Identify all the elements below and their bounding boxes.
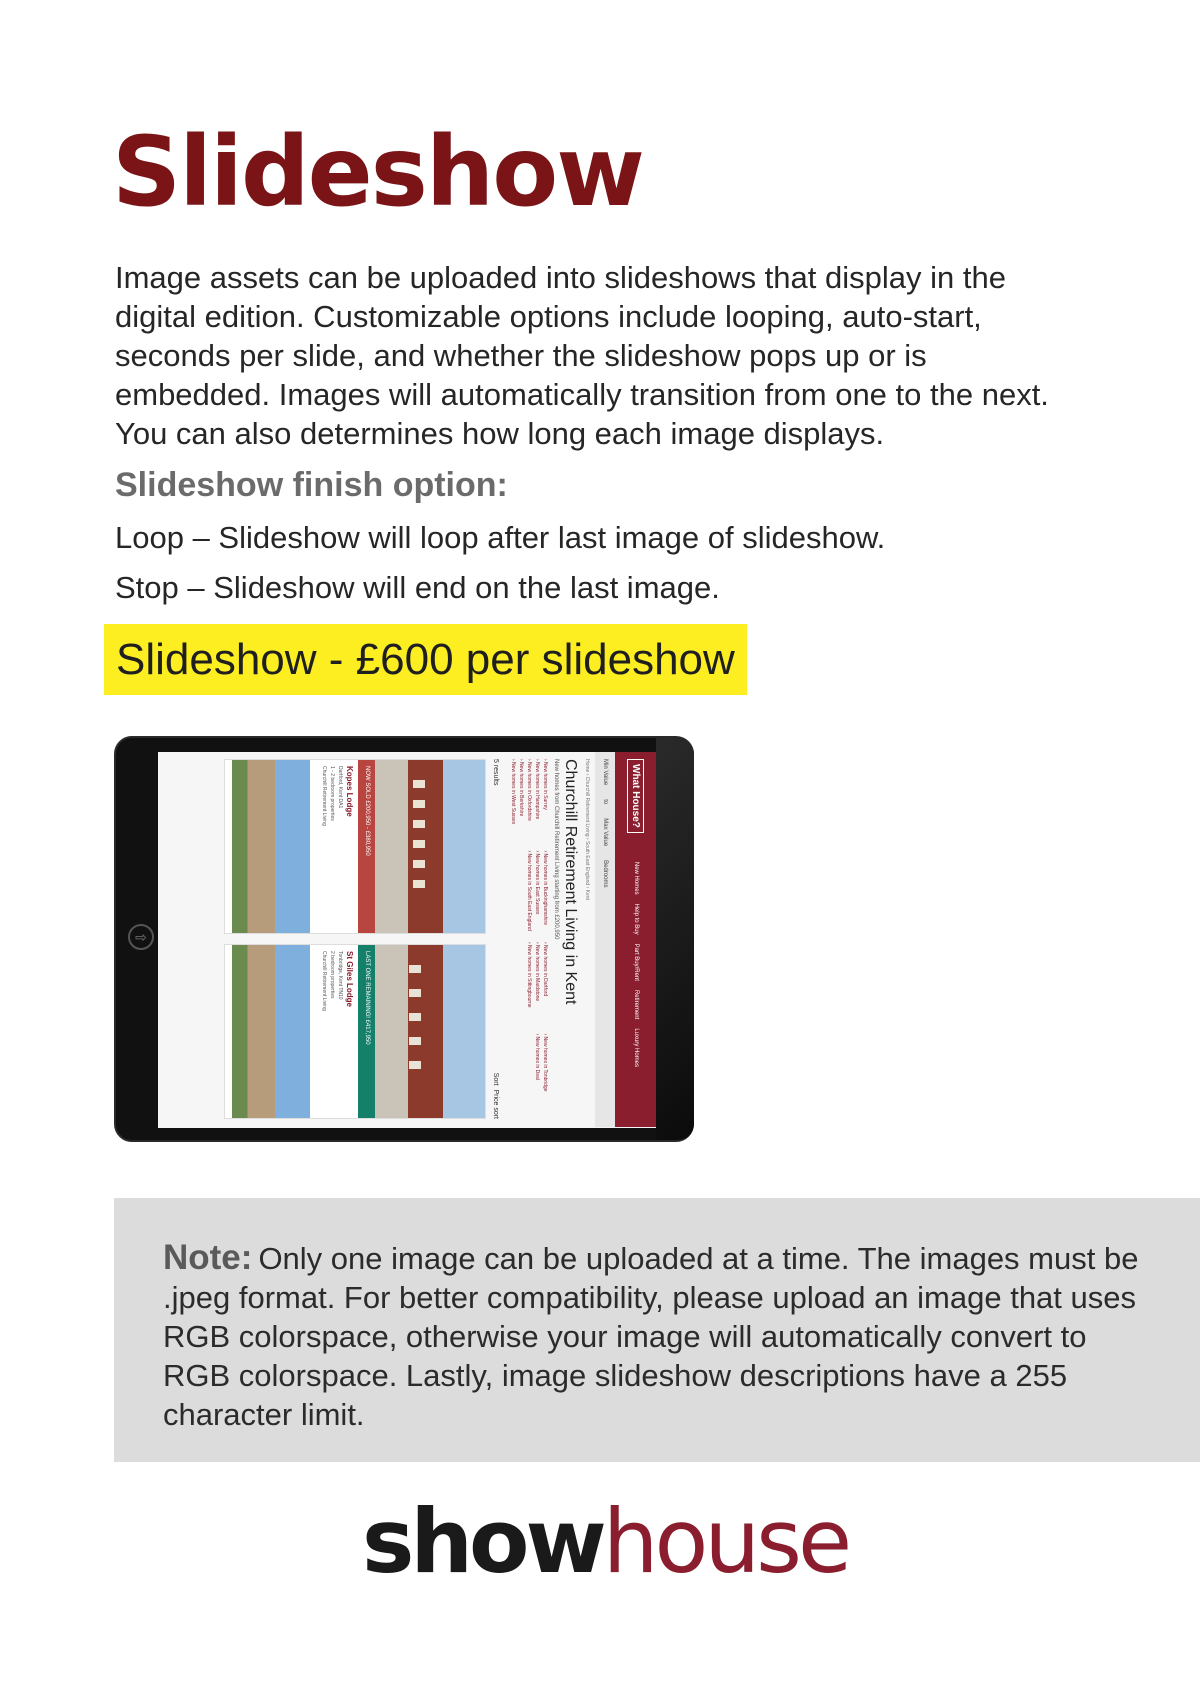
logo-part-show: show <box>362 1490 603 1593</box>
site-page-title: Churchill Retirement Living in Kent <box>562 759 579 1005</box>
area-link: › New homes in Buckinghamshire <box>542 850 548 925</box>
nav-item: Retirement <box>633 989 639 1020</box>
nav-item: New Homes <box>633 861 639 895</box>
development-info: Churchill Retirement Living <box>321 951 327 1011</box>
breadcrumb: Home › Churchill Retirement Living › South East England › Kent <box>584 759 590 900</box>
home-button-icon: ⇨ <box>128 924 154 950</box>
site-page-subtitle: New homes from Churchill Retirement Living starting from £200,950 <box>553 759 559 940</box>
development-info: 2 bedroom properties <box>329 951 335 999</box>
link-column <box>509 1034 549 1120</box>
area-link: › New homes in Tonbridge <box>542 1033 548 1092</box>
price-tag: NOW SOLD £200,950 - £380,950 <box>358 760 375 933</box>
development-card <box>224 944 486 1119</box>
area-link: › New homes in West Sussex <box>510 759 516 825</box>
development-name: Kopes Lodge <box>345 766 354 817</box>
min-value-filter: Min Value <box>602 759 608 786</box>
intro-paragraph: Image assets can be uploaded into slideshows that display in the digital edition. Customizable options include looping, auto-start, seconds per slide, and whether the slideshow pops up or is embedded. Images will automatically transition from one to the next. You can also determines how long each image displays. <box>115 260 1049 451</box>
note-box <box>114 1198 1200 1462</box>
bedrooms-filter: Bedrooms <box>602 860 608 888</box>
finish-option-heading: Slideshow finish option: <box>115 466 508 504</box>
tablet-mockup <box>114 736 694 1142</box>
loop-option-text: Loop – Slideshow will loop after last image of slideshow. <box>115 520 886 555</box>
development-photo <box>232 945 310 1118</box>
sort-select: Price sort <box>492 1089 499 1119</box>
area-link: › New homes in Hampshire <box>534 759 540 820</box>
note-text: Only one image can be uploaded at a time. The images must be .jpeg format. For better compatibility, please upload an image that uses RGB colorspace, otherwise your image will automatically convert to RGB colorspace. Lastly, image slideshow descriptions have a 255 character limit. <box>163 1241 1139 1432</box>
link-column <box>509 942 549 1028</box>
development-info: Tonbridge, Kent TN10 <box>337 951 343 1000</box>
results-sort-bar <box>486 752 503 1127</box>
filter-bar <box>595 752 615 1127</box>
development-name: St Giles Lodge <box>345 951 354 1008</box>
note-label: Note: <box>163 1238 253 1277</box>
area-link: › New homes in South East England <box>526 850 532 931</box>
area-link: › New homes in Surrey <box>542 759 548 810</box>
sort-label: Sort <box>492 1072 499 1086</box>
area-link: › New homes in East Sussex <box>534 850 540 915</box>
area-link: › New homes in Oxfordshire <box>526 759 532 821</box>
max-value-filter: Max Value <box>602 818 608 847</box>
development-photo <box>375 945 485 1118</box>
development-photo <box>375 760 485 933</box>
website-screenshot <box>159 752 656 1127</box>
nav-item: Part Buy/Rent <box>633 943 639 981</box>
area-link: › New homes in Dartford <box>542 942 548 997</box>
development-info: Dartford, Kent DA1 <box>337 766 343 809</box>
development-card <box>224 759 486 934</box>
link-column <box>509 759 549 845</box>
area-link: › New homes in Maidstone <box>534 942 540 1002</box>
link-column <box>509 851 549 937</box>
development-info: Churchill Retirement Living <box>321 766 327 826</box>
development-photo <box>232 760 310 933</box>
price-banner: Slideshow - £600 per slideshow <box>104 624 747 695</box>
whathouse-logo: What House? <box>628 759 645 833</box>
tablet-screen <box>158 752 656 1128</box>
site-nav-bar <box>615 752 656 1127</box>
area-link: › New homes in Sittingbourne <box>526 942 532 1008</box>
development-cards <box>224 752 486 1127</box>
nav-item: Help to Buy <box>633 903 639 935</box>
area-link: › New homes in Berkshire <box>518 759 524 817</box>
area-links <box>503 752 549 1127</box>
area-link: › New homes in Deal <box>534 1033 540 1080</box>
logo-part-house: house <box>602 1490 849 1593</box>
showhouse-logo <box>362 1490 849 1593</box>
filter-to-label: to <box>602 799 608 805</box>
development-info: 1 - 2 bedroom properties <box>329 766 335 821</box>
tablet-bezel-gloss <box>656 738 694 1140</box>
stop-option-text: Stop – Slideshow will end on the last image. <box>115 570 720 605</box>
results-count: 5 results <box>492 759 499 786</box>
price-tag: LAST ONE REMAINING! £417,950 <box>358 945 375 1118</box>
page-title: Slideshow <box>112 116 643 228</box>
nav-item: Luxury Homes <box>633 1028 639 1067</box>
